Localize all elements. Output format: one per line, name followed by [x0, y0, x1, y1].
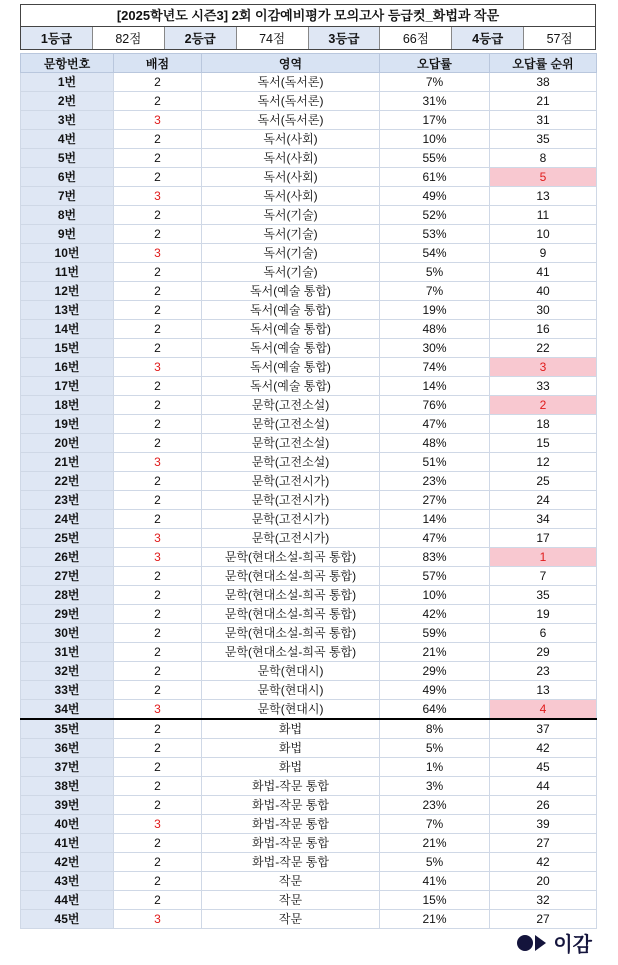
wrong-answer-rate: 5%: [380, 739, 490, 758]
wrong-answer-rank: 42: [490, 853, 597, 872]
question-points: 2: [114, 73, 202, 92]
question-points: 2: [114, 130, 202, 149]
question-table: [20, 53, 597, 929]
table-row: [21, 434, 597, 453]
question-number: 42번: [21, 853, 114, 872]
wrong-answer-rate: 27%: [380, 491, 490, 510]
question-points: 3: [114, 910, 202, 929]
logo-text: 이감: [553, 934, 592, 956]
column-header-wrong-rate: 오답률: [380, 54, 490, 73]
wrong-answer-rate: 64%: [380, 700, 490, 720]
question-area: 독서(예술 통합): [202, 301, 380, 320]
question-area: 문학(고전시가): [202, 472, 380, 491]
wrong-answer-rate: 7%: [380, 73, 490, 92]
table-row: [21, 872, 597, 891]
question-area: 문학(현대시): [202, 662, 380, 681]
wrong-answer-rank: 34: [490, 510, 597, 529]
question-number: 25번: [21, 529, 114, 548]
question-area: 독서(사회): [202, 187, 380, 206]
table-row: [21, 643, 597, 662]
wrong-answer-rank: 18: [490, 415, 597, 434]
wrong-answer-rate: 17%: [380, 111, 490, 130]
wrong-answer-rate: 54%: [380, 244, 490, 263]
wrong-answer-rank: 12: [490, 453, 597, 472]
question-number: 8번: [21, 206, 114, 225]
wrong-answer-rate: 83%: [380, 548, 490, 567]
wrong-answer-rate: 47%: [380, 529, 490, 548]
question-area: 문학(고전소설): [202, 434, 380, 453]
wrong-answer-rate: 19%: [380, 301, 490, 320]
table-row: [21, 339, 597, 358]
question-area: 문학(현대시): [202, 700, 380, 720]
wrong-answer-rate: 57%: [380, 567, 490, 586]
question-points: 2: [114, 415, 202, 434]
question-number: 12번: [21, 282, 114, 301]
question-number: 38번: [21, 777, 114, 796]
question-area: 독서(사회): [202, 130, 380, 149]
question-number: 23번: [21, 491, 114, 510]
table-row: [21, 111, 597, 130]
wrong-answer-rate: 48%: [380, 320, 490, 339]
wrong-answer-rate: 14%: [380, 377, 490, 396]
wrong-answer-rank: 45: [490, 758, 597, 777]
question-area: 작문: [202, 872, 380, 891]
question-points: 2: [114, 796, 202, 815]
question-area: 화법-작문 통합: [202, 796, 380, 815]
question-area: 독서(예술 통합): [202, 282, 380, 301]
table-row: [21, 567, 597, 586]
question-area: 화법: [202, 719, 380, 739]
question-number: 18번: [21, 396, 114, 415]
question-points: 2: [114, 396, 202, 415]
question-area: 작문: [202, 910, 380, 929]
question-area: 문학(고전소설): [202, 396, 380, 415]
question-number: 26번: [21, 548, 114, 567]
wrong-answer-rate: 1%: [380, 758, 490, 777]
question-area: 화법-작문 통합: [202, 834, 380, 853]
wrong-answer-rank: 9: [490, 244, 597, 263]
wrong-answer-rank: 13: [490, 187, 597, 206]
question-points: 2: [114, 643, 202, 662]
question-points: 2: [114, 662, 202, 681]
wrong-answer-rank: 3: [490, 358, 597, 377]
question-points: 2: [114, 681, 202, 700]
question-points: 2: [114, 472, 202, 491]
question-points: 2: [114, 434, 202, 453]
wrong-answer-rank: 42: [490, 739, 597, 758]
question-area: 문학(현대소설-희곡 통합): [202, 643, 380, 662]
wrong-answer-rank: 29: [490, 643, 597, 662]
question-number: 14번: [21, 320, 114, 339]
wrong-answer-rate: 76%: [380, 396, 490, 415]
question-area: 문학(현대소설-희곡 통합): [202, 548, 380, 567]
question-number: 27번: [21, 567, 114, 586]
igam-logo: [517, 928, 592, 957]
question-number: 2번: [21, 92, 114, 111]
column-header-wrong-rank: 오답률 순위: [490, 54, 597, 73]
wrong-answer-rate: 7%: [380, 282, 490, 301]
wrong-answer-rank: 11: [490, 206, 597, 225]
table-row: [21, 491, 597, 510]
question-area: 화법: [202, 758, 380, 777]
wrong-answer-rank: 5: [490, 168, 597, 187]
table-row: [21, 453, 597, 472]
wrong-answer-rate: 53%: [380, 225, 490, 244]
question-number: 16번: [21, 358, 114, 377]
wrong-answer-rank: 32: [490, 891, 597, 910]
wrong-answer-rank: 2: [490, 396, 597, 415]
question-number: 22번: [21, 472, 114, 491]
question-number: 11번: [21, 263, 114, 282]
table-row: [21, 396, 597, 415]
grade-1-score: 82점: [93, 27, 165, 49]
wrong-answer-rank: 37: [490, 719, 597, 739]
wrong-answer-rate: 49%: [380, 187, 490, 206]
question-points: 2: [114, 624, 202, 643]
question-points: 2: [114, 605, 202, 624]
question-points: 3: [114, 111, 202, 130]
wrong-answer-rank: 1: [490, 548, 597, 567]
table-row: [21, 758, 597, 777]
wrong-answer-rank: 33: [490, 377, 597, 396]
question-points: 2: [114, 491, 202, 510]
table-row: [21, 225, 597, 244]
table-row: [21, 206, 597, 225]
question-area: 문학(현대시): [202, 681, 380, 700]
question-number: 19번: [21, 415, 114, 434]
wrong-answer-rank: 35: [490, 130, 597, 149]
question-points: 3: [114, 244, 202, 263]
question-area: 독서(예술 통합): [202, 339, 380, 358]
table-row: [21, 681, 597, 700]
question-area: 화법-작문 통합: [202, 815, 380, 834]
column-header-number: 문항번호: [21, 54, 114, 73]
wrong-answer-rank: 22: [490, 339, 597, 358]
question-number: 33번: [21, 681, 114, 700]
wrong-answer-rate: 30%: [380, 339, 490, 358]
question-area: 문학(고전소설): [202, 415, 380, 434]
table-row: [21, 472, 597, 491]
wrong-answer-rate: 51%: [380, 453, 490, 472]
question-number: 35번: [21, 719, 114, 739]
question-points: 2: [114, 225, 202, 244]
question-points: 2: [114, 719, 202, 739]
table-row: [21, 244, 597, 263]
question-points: 2: [114, 834, 202, 853]
question-number: 28번: [21, 586, 114, 605]
table-row: [21, 529, 597, 548]
wrong-answer-rate: 55%: [380, 149, 490, 168]
table-body: [21, 73, 597, 929]
igam-logo-icon: [517, 935, 533, 951]
wrong-answer-rank: 17: [490, 529, 597, 548]
question-number: 24번: [21, 510, 114, 529]
question-area: 문학(현대소설-희곡 통합): [202, 586, 380, 605]
question-number: 20번: [21, 434, 114, 453]
question-points: 2: [114, 301, 202, 320]
table-row: [21, 910, 597, 929]
grade-2-score: 74점: [237, 27, 309, 49]
question-number: 36번: [21, 739, 114, 758]
wrong-answer-rank: 41: [490, 263, 597, 282]
question-area: 화법: [202, 739, 380, 758]
question-points: 2: [114, 339, 202, 358]
wrong-answer-rank: 31: [490, 111, 597, 130]
question-area: 독서(예술 통합): [202, 320, 380, 339]
wrong-answer-rank: 19: [490, 605, 597, 624]
question-points: 2: [114, 567, 202, 586]
wrong-answer-rank: 23: [490, 662, 597, 681]
table-row: [21, 853, 597, 872]
table-row: [21, 586, 597, 605]
wrong-answer-rank: 21: [490, 92, 597, 111]
wrong-answer-rate: 61%: [380, 168, 490, 187]
grade-cut-header: [20, 4, 596, 50]
question-points: 3: [114, 453, 202, 472]
question-area: 독서(독서론): [202, 73, 380, 92]
table-row: [21, 92, 597, 111]
wrong-answer-rate: 31%: [380, 92, 490, 111]
question-points: 3: [114, 815, 202, 834]
wrong-answer-rank: 16: [490, 320, 597, 339]
table-row: [21, 149, 597, 168]
table-row: [21, 834, 597, 853]
wrong-answer-rate: 10%: [380, 130, 490, 149]
question-area: 작문: [202, 891, 380, 910]
question-number: 15번: [21, 339, 114, 358]
question-points: 2: [114, 206, 202, 225]
question-number: 37번: [21, 758, 114, 777]
question-points: 2: [114, 853, 202, 872]
wrong-answer-rate: 3%: [380, 777, 490, 796]
table-row: [21, 510, 597, 529]
question-points: 2: [114, 92, 202, 111]
table-row: [21, 700, 597, 720]
question-area: 독서(기술): [202, 225, 380, 244]
table-row: [21, 548, 597, 567]
wrong-answer-rate: 10%: [380, 586, 490, 605]
wrong-answer-rate: 74%: [380, 358, 490, 377]
question-number: 44번: [21, 891, 114, 910]
wrong-answer-rate: 29%: [380, 662, 490, 681]
table-header-row: [21, 54, 597, 73]
wrong-answer-rank: 35: [490, 586, 597, 605]
question-area: 문학(현대소설-희곡 통합): [202, 567, 380, 586]
question-points: 3: [114, 529, 202, 548]
column-header-points: 배점: [114, 54, 202, 73]
wrong-answer-rank: 27: [490, 910, 597, 929]
wrong-answer-rate: 48%: [380, 434, 490, 453]
question-area: 독서(기술): [202, 244, 380, 263]
wrong-answer-rank: 6: [490, 624, 597, 643]
wrong-answer-rank: 39: [490, 815, 597, 834]
grade-4-score: 57점: [546, 32, 573, 46]
question-number: 17번: [21, 377, 114, 396]
question-area: 문학(고전시가): [202, 529, 380, 548]
wrong-answer-rate: 41%: [380, 872, 490, 891]
question-points: 2: [114, 739, 202, 758]
table-row: [21, 73, 597, 92]
question-area: 독서(독서론): [202, 92, 380, 111]
table-row: [21, 301, 597, 320]
wrong-answer-rate: 7%: [380, 815, 490, 834]
question-number: 40번: [21, 815, 114, 834]
question-number: 3번: [21, 111, 114, 130]
question-number: 4번: [21, 130, 114, 149]
wrong-answer-rank: 44: [490, 777, 597, 796]
question-points: 2: [114, 872, 202, 891]
question-points: 2: [114, 891, 202, 910]
wrong-answer-rate: 23%: [380, 796, 490, 815]
wrong-answer-rate: 14%: [380, 510, 490, 529]
grade-cut-row: [21, 27, 595, 49]
wrong-answer-rate: 5%: [380, 263, 490, 282]
question-number: 43번: [21, 872, 114, 891]
wrong-answer-rate: 59%: [380, 624, 490, 643]
wrong-answer-rate: 23%: [380, 472, 490, 491]
grade-4-label: 4등급: [452, 27, 524, 49]
table-row: [21, 739, 597, 758]
question-points: 3: [114, 548, 202, 567]
question-area: 문학(고전소설): [202, 453, 380, 472]
question-area: 독서(예술 통합): [202, 377, 380, 396]
question-points: 2: [114, 149, 202, 168]
question-number: 5번: [21, 149, 114, 168]
question-number: 30번: [21, 624, 114, 643]
wrong-answer-rate: 21%: [380, 834, 490, 853]
wrong-answer-rank: 7: [490, 567, 597, 586]
question-area: 독서(독서론): [202, 111, 380, 130]
table-row: [21, 282, 597, 301]
question-number: 7번: [21, 187, 114, 206]
question-points: 2: [114, 586, 202, 605]
grade-1-label: 1등급: [21, 27, 93, 49]
table-row: [21, 168, 597, 187]
wrong-answer-rank: 20: [490, 872, 597, 891]
table-row: [21, 624, 597, 643]
question-points: 2: [114, 758, 202, 777]
page-title: [2025학년도 시즌3] 2회 이감예비평가 모의고사 등급컷_화법과 작문: [21, 5, 595, 27]
question-area: 독서(사회): [202, 168, 380, 187]
question-number: 34번: [21, 700, 114, 720]
question-points: 3: [114, 187, 202, 206]
question-area: 문학(고전시가): [202, 491, 380, 510]
table-row: [21, 415, 597, 434]
table-row: [21, 891, 597, 910]
question-area: 독서(기술): [202, 263, 380, 282]
table-row: [21, 662, 597, 681]
question-points: 2: [114, 320, 202, 339]
question-number: 45번: [21, 910, 114, 929]
wrong-answer-rate: 47%: [380, 415, 490, 434]
wrong-answer-rank: 4: [490, 700, 597, 720]
column-header-area: 영역: [202, 54, 380, 73]
question-number: 39번: [21, 796, 114, 815]
wrong-answer-rank: 8: [490, 149, 597, 168]
question-area: 화법-작문 통합: [202, 777, 380, 796]
wrong-answer-rate: 5%: [380, 853, 490, 872]
question-area: 독서(기술): [202, 206, 380, 225]
table-row: [21, 130, 597, 149]
table-row: [21, 358, 597, 377]
wrong-answer-rank: 24: [490, 491, 597, 510]
wrong-answer-rank: 38: [490, 73, 597, 92]
question-points: 2: [114, 377, 202, 396]
question-number: 31번: [21, 643, 114, 662]
question-area: 문학(현대소설-희곡 통합): [202, 605, 380, 624]
wrong-answer-rank: 25: [490, 472, 597, 491]
question-number: 13번: [21, 301, 114, 320]
question-points: 2: [114, 282, 202, 301]
wrong-answer-rate: 42%: [380, 605, 490, 624]
table-row: [21, 377, 597, 396]
wrong-answer-rate: 21%: [380, 910, 490, 929]
grade-2-label: 2등급: [165, 27, 237, 49]
table-row: [21, 796, 597, 815]
wrong-answer-rank: 10: [490, 225, 597, 244]
table-row: [21, 777, 597, 796]
question-area: 독서(사회): [202, 149, 380, 168]
question-number: 41번: [21, 834, 114, 853]
question-number: 21번: [21, 453, 114, 472]
table-row: [21, 605, 597, 624]
question-number: 1번: [21, 73, 114, 92]
question-number: 6번: [21, 168, 114, 187]
question-number: 10번: [21, 244, 114, 263]
wrong-answer-rate: 21%: [380, 643, 490, 662]
igam-logo-triangle-icon: [535, 935, 546, 951]
question-points: 2: [114, 263, 202, 282]
question-points: 3: [114, 358, 202, 377]
table-row: [21, 263, 597, 282]
table-row: [21, 187, 597, 206]
wrong-answer-rank: 26: [490, 796, 597, 815]
question-area: 독서(예술 통합): [202, 358, 380, 377]
question-number: 9번: [21, 225, 114, 244]
table-row: [21, 320, 597, 339]
table-row: [21, 719, 597, 739]
question-points: 3: [114, 700, 202, 720]
wrong-answer-rank: 15: [490, 434, 597, 453]
wrong-answer-rank: 27: [490, 834, 597, 853]
grade-3-score: 66점: [380, 27, 452, 49]
wrong-answer-rate: 8%: [380, 719, 490, 739]
grade-3-label: 3등급: [309, 27, 381, 49]
wrong-answer-rate: 52%: [380, 206, 490, 225]
question-number: 29번: [21, 605, 114, 624]
wrong-answer-rate: 15%: [380, 891, 490, 910]
question-area: 문학(현대소설-희곡 통합): [202, 624, 380, 643]
question-area: 문학(고전시가): [202, 510, 380, 529]
question-points: 2: [114, 510, 202, 529]
question-points: 2: [114, 168, 202, 187]
table-row: [21, 815, 597, 834]
wrong-answer-rank: 13: [490, 681, 597, 700]
question-points: 2: [114, 777, 202, 796]
wrong-answer-rank: 30: [490, 301, 597, 320]
wrong-answer-rate: 49%: [380, 681, 490, 700]
question-number: 32번: [21, 662, 114, 681]
wrong-answer-rank: 40: [490, 282, 597, 301]
question-area: 화법-작문 통합: [202, 853, 380, 872]
